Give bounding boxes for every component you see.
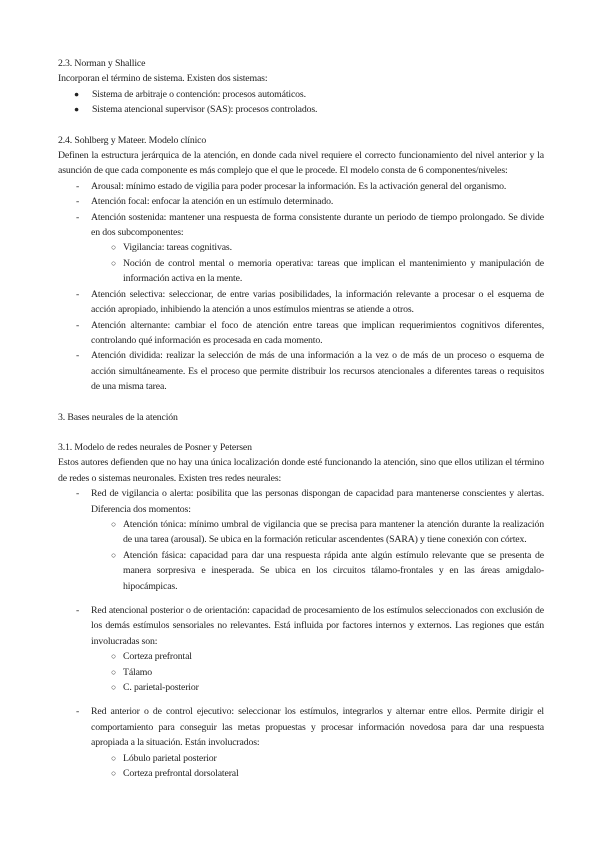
sub-item: ○ Noción de control mental o memoria operativa: tareas que implican el mantenimiento y manipulación de información activa en la mente. [91,256,544,287]
list-item-text: Red anterior o de control ejecutivo: seleccionar los estímulos, integrarlos y alternar entre ellos. Permite dirigir el comportamiento para conseguir las metas propuestas y procesar información novedosa para dar una respuesta apropiada a la situación. Están involucrados: [91,706,544,749]
sublist-sostenida [91,240,544,286]
sub-item: ○ Atención tónica: mínimo umbral de vigilancia que se precisa para mantener la atención durante la realización de una tarea (arousal). Se ubica en la formación reticular ascendentes (SARA) y tiene conexión con córtex. [91,517,544,548]
sublist-red-posterior [91,649,544,695]
sub-item: ○ Corteza prefrontal [91,649,544,664]
list-item: - Atención dividida: realizar la selección de más de una información a la vez o de más de un proceso o esquema de acción simultáneamente. Es el proceso que permite distribuir los recursos atencionales a diferentes tareas o requisitos de una misma tarea. [58,348,544,394]
list-item: - Atención alternante: cambiar el foco de atención entre tareas que implican requerimientos cognitivos diferentes, controlando qué información es procesada en cada momento. [58,318,544,349]
list-item-red-posterior [58,603,544,704]
list-item: ● Sistema atencional supervisor (SAS): procesos controlados. [58,102,544,117]
list-item: - Arousal: mínimo estado de vigilia para poder procesar la información. Es la activación general del organismo. [58,179,544,194]
heading-3: 3. Bases neurales de la atención [58,411,178,423]
list-item: - Atención focal: enfocar la atención en un estímulo determinado. [58,194,544,209]
sub-item: ○ Vigilancia: tareas cognitivas. [91,240,544,255]
list-item: ● Sistema de arbitraje o contención: procesos automáticos. [58,87,544,102]
intro-2-4: Definen la estructura jerárquica de la atención, en donde cada nivel requiere el correcto funcionamiento del nivel anterior y la asunción de que cada componente es más complejo que el que le procede. El modelo consta de 6 componentes/niveles: [58,150,544,177]
list-item-sostenida [58,210,544,287]
list-item-red-anterior [58,704,544,781]
list-3-1 [58,486,544,781]
list-2-3 [58,87,544,118]
heading-3-1: 3.1. Modelo de redes neurales de Posner y Petersen [58,441,252,453]
intro-2-3: Incorporan el término de sistema. Existen dos sistemas: [58,73,268,85]
sublist-red-anterior [91,751,544,782]
intro-3-1: Estos autores defienden que no hay una única localización donde esté funcionando la atención, sino que ellos utilizan el término de redes o sistemas neuronales. Existen tres redes neurales: [58,457,544,484]
list-item-red-vigilancia [58,486,544,603]
heading-2-4: 2.4. Sohlberg y Mateer. Modelo clínico [58,134,207,146]
list-item-text: Red de vigilancia o alerta: posibilita que las personas dispongan de capacidad para mantenerse conscientes y alertas. Diferencia dos momentos: [91,488,544,515]
list-item: - Atención selectiva: seleccionar, de entre varias posibilidades, la información relevante a procesar o el esquema de acción apropiado, inhibiendo la atención a unos estímulos mientras se atiende a otros. [58,287,544,318]
sub-item: ○ Corteza prefrontal dorsolateral [91,766,544,781]
list-item-text: Red atencional posterior o de orientación: capacidad de procesamiento de los estímulos seleccionados con exclusión de los demás estímulos sensoriales no relevantes. Está influida por factores internos y externos. Las regiones que están involucradas son: [91,605,544,647]
sub-item: ○ Tálamo [91,665,544,680]
sub-item: ○ Atención fásica: capacidad para dar una respuesta rápida ante algún estímulo relevante que se presenta de manera sorpresiva e inesperada. Se ubica en los circuitos tálamo-frontales y en las áreas amigdalo-hipocámpicas. [91,548,544,594]
sub-item: ○ C. parietal-posterior [91,680,544,695]
list-2-4 [58,179,544,395]
list-item-text: Atención sostenida: mantener una respuesta de forma consistente durante un periodo de tiempo prolongado. Se divide en dos subcomponentes: [91,211,544,239]
sublist-red-vigilancia [91,517,544,594]
sub-item: ○ Lóbulo parietal posterior [91,751,544,766]
heading-2-3: 2.3. Norman y Shallice [58,58,146,69]
